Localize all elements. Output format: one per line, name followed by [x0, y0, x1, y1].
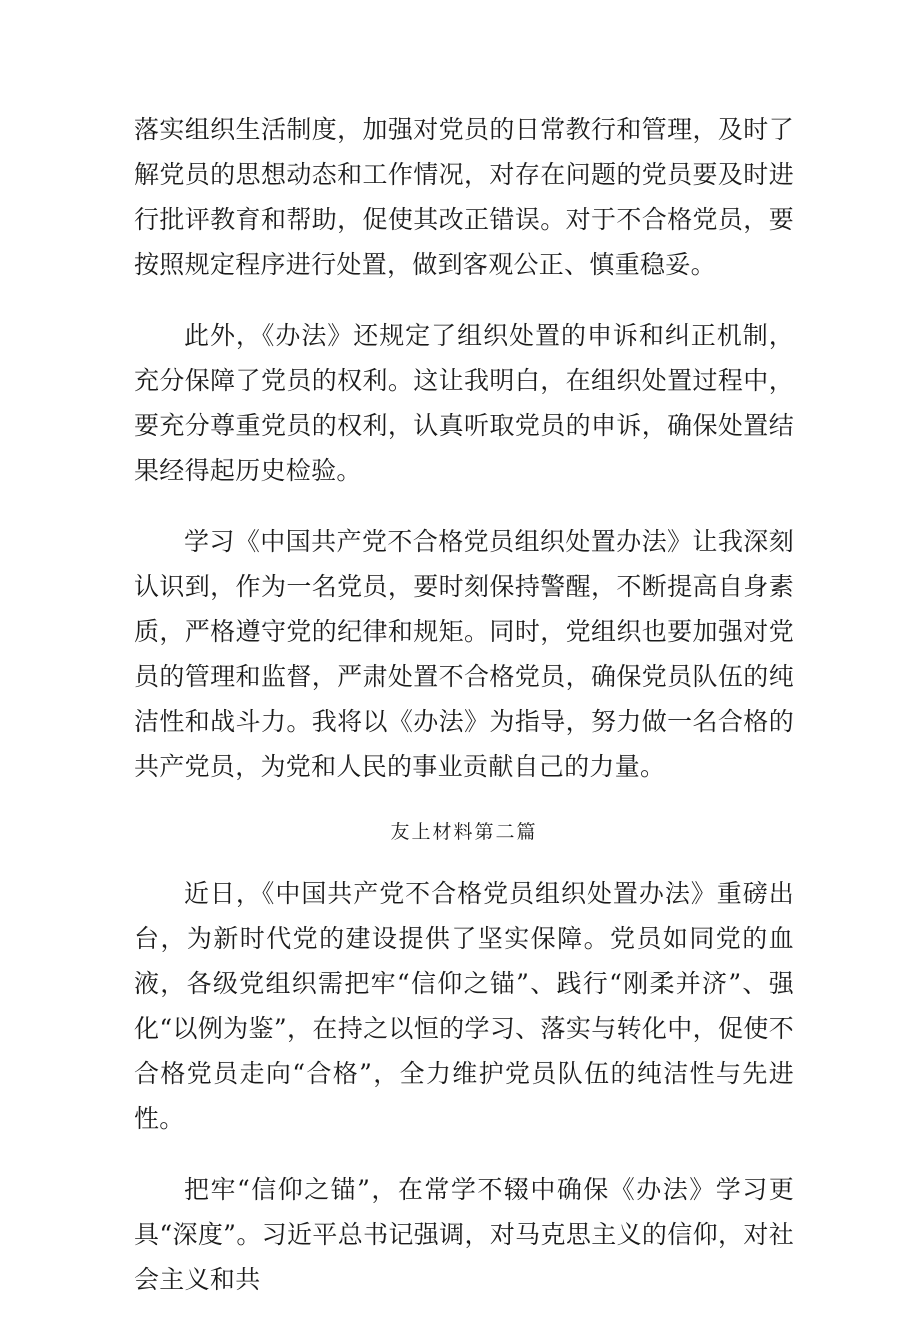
paragraph: 此外，《办法》还规定了组织处置的申诉和纠正机制，充分保障了党员的权利。这让我明白，在组织处置过程中，要充分尊重党员的权利，认真听取党员的申诉，确保处置结果经得起历史检验。 — [134, 321, 794, 485]
paragraph: 把牢“信仰之锚”，在常学不辍中确保《办法》学习更具“深度”。习近平总书记强调，对马克思主义的信仰，对社会主义和共 — [134, 1175, 794, 1294]
paragraph: 近日，《中国共产党不合格党员组织处置办法》重磅出台，为新时代党的建设提供了坚实保障。党员如同党的血液，各级党组织需把牢“信仰之锚”、践行“刚柔并济”、强化“以例为鉴”，在持之以恒的学习、落实与转化中，促使不合格党员走向“合格”，全力维护党员队伍的纯洁性与先进性。 — [134, 879, 794, 1133]
section-title: 友上材料第二篇 — [390, 821, 538, 843]
paragraph: 学习《中国共产党不合格党员组织处置办法》让我深刻认识到，作为一名党员，要时刻保持警醒，不断提高自身素质，严格遵守党的纪律和规矩。同时，党组织也要加强对党员的管理和监督，严肃处置不合格党员，确保党员队伍的纯洁性和战斗力。我将以《办法》为指导，努力做一名合格的共产党员，为党和人民的事业贡献自己的力量。 — [134, 527, 794, 781]
document-body — [134, 107, 794, 1328]
paragraph-continued: 落实组织生活制度，加强对党员的日常教行和管理，及时了解党员的思想动态和工作情况，对存在问题的党员要及时进行批评教育和帮助，促使其改正错误。对于不合格党员，要按照规定程序进行处置，做到客观公正、慎重稳妥。 — [134, 115, 794, 279]
